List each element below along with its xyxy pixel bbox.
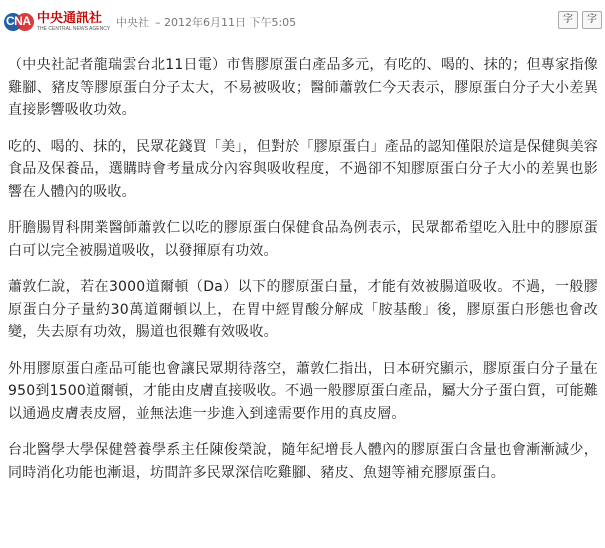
logo-name-en: THE CENTRAL NEWS AGENCY (37, 26, 111, 32)
article-paragraph: 肝膽腸胃科開業醫師蕭敦仁以吃的膠原蛋白保健食品為例表示，民眾都希望吃入肚中的膠原蛋白可以完全被腸道吸收，以發揮原有功效。 (8, 220, 598, 259)
logo-name-zh: 中央通訊社 (37, 11, 103, 26)
article-paragraph: （中央社記者龍瑞雲台北11日電）市售膠原蛋白產品多元，有吃的、喝的、抹的；但專家指像雞腳、豬皮等膠原蛋白分子太大，不易被吸收；醫師蕭敦仁今天表示，膠原蛋白分子大小差異直接影響吸收功效。 (8, 57, 598, 118)
cna-logo[interactable] (4, 9, 110, 35)
article-paragraph: 蕭敦仁說，若在3000道爾頓（Da）以下的膠原蛋白量，才能有效被腸道吸收。不過，一般膠原蛋白分子量約30萬道爾頓以上，在胃中經胃酸分解成「胺基酸」後，膠原蛋白形態也會改變，失去原有功效，腸道也很難有效吸收。 (8, 279, 598, 340)
cna-logo-icon (4, 11, 34, 33)
article-paragraph: 台北醫學大學保健營養學系主任陳俊榮說，隨年紀增長人體內的膠原蛋白含量也會漸漸減少，同時消化功能也漸退，坊間許多民眾深信吃雞腳、豬皮、魚翅等補充膠原蛋白。 (8, 442, 598, 481)
article-header (0, 0, 605, 40)
logo-mark-text: CNA (6, 14, 31, 28)
article-datetime: – 2012年6月11日 下午5:05 (155, 16, 297, 29)
font-size-increase-button[interactable]: 字 (582, 11, 602, 29)
article-paragraph: 吃的、喝的、抹的，民眾花錢買「美」，但對於「膠原蛋白」產品的認知僅限於這是保健與美容食品及保養品，選購時會考量成分內容與吸收程度，不過卻不知膠原蛋白分子大小的差異也影響在人體內的吸收。 (8, 138, 598, 200)
font-size-decrease-button[interactable]: 字 (558, 11, 578, 29)
article-meta (116, 14, 296, 30)
article-body (8, 54, 598, 498)
article-source: 中央社 (116, 16, 149, 29)
article-paragraph: 外用膠原蛋白產品可能也會讓民眾期待落空，蕭敦仁指出，日本研究顯示，膠原蛋白分子量在950到1500道爾頓，才能由皮膚直接吸收。不過一般膠原蛋白產品，屬大分子蛋白質，可能難以通過皮膚表皮層，並無法進一步進入到達需要作用的真皮層。 (8, 360, 598, 422)
